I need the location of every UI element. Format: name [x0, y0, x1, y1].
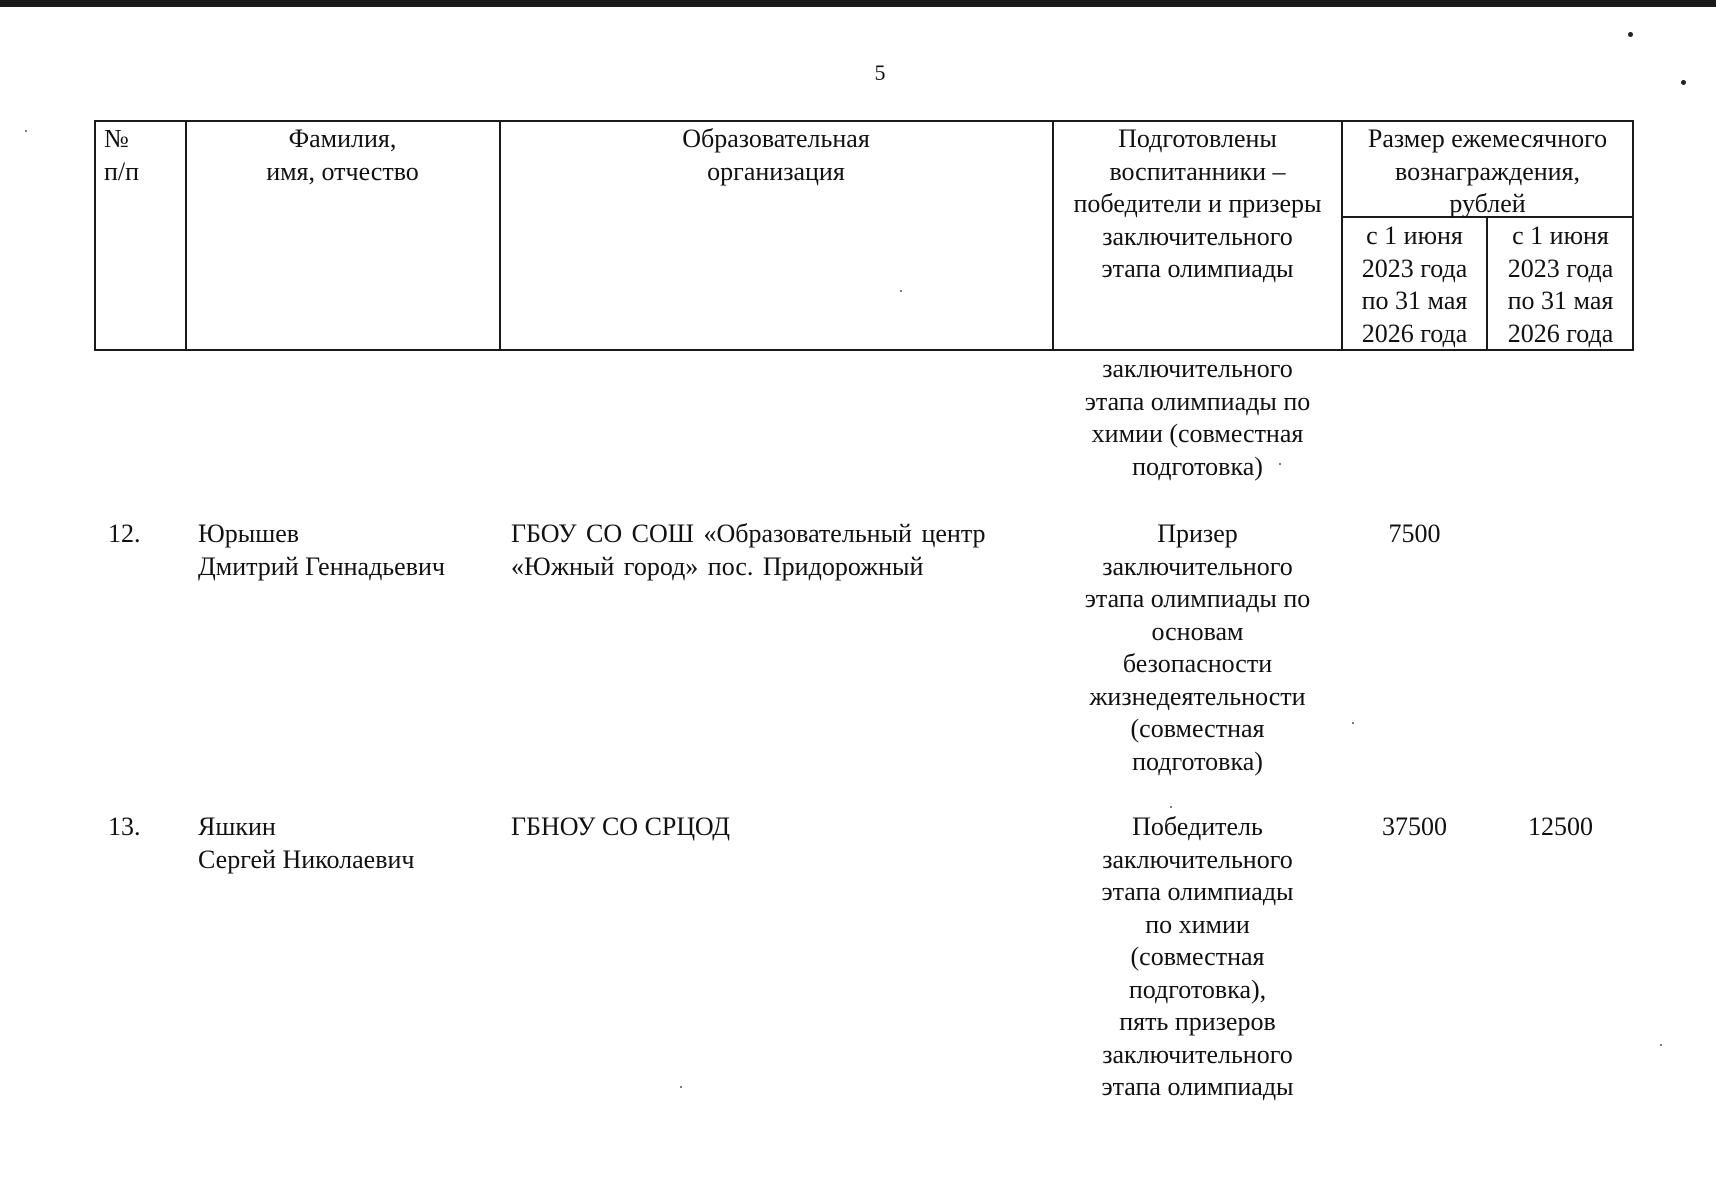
header-prepared: Подготовлены воспитанники – победители и призеры заключительного этапа олимпиады — [1073, 124, 1322, 283]
row-13-num: 13. — [108, 812, 141, 841]
scan-speck — [1628, 32, 1633, 37]
header-period-1: с 1 июня 2023 года по 31 мая 2026 года — [1361, 221, 1468, 348]
row-13-name: Яшкин Сергей Николаевич — [198, 812, 415, 874]
continuation-prepared-cell: заключительного этапа олимпиады по химии (совместная подготовка) — [1084, 354, 1311, 481]
row-13-reward-2: 12500 — [1528, 812, 1593, 841]
scan-speck — [1170, 806, 1172, 808]
table-left-border — [94, 120, 96, 351]
scan-speck — [900, 290, 902, 292]
row-12-num: 12. — [108, 519, 141, 548]
header-reward: Размер ежемесячного вознаграждения, рублей — [1367, 124, 1608, 218]
scan-speck — [1352, 722, 1354, 724]
scan-top-border — [0, 0, 1716, 7]
scan-speck — [1279, 463, 1281, 465]
row-13-prepared: Победитель заключительного этапа олимпиады по химии (совместная подготовка), пять призеров заключительного этапа олимпиады — [1101, 812, 1294, 1101]
table-top-border — [94, 120, 1634, 122]
scan-speck — [1660, 1044, 1662, 1046]
page-number: 5 — [874, 60, 886, 85]
row-13-org: ГБНОУ СО СРЦОД — [511, 812, 731, 841]
row-13-reward-1: 37500 — [1382, 812, 1447, 841]
header-num: № п/п — [104, 124, 140, 186]
scan-speck — [1681, 80, 1686, 85]
row-12-name: Юрышев Дмитрий Геннадьевич — [198, 519, 445, 581]
row-12-reward-1: 7500 — [1388, 519, 1441, 548]
scan-speck — [25, 130, 27, 132]
header-period-2: с 1 июня 2023 года по 31 мая 2026 года — [1507, 221, 1614, 348]
row-12-prepared: Призер заключительного этапа олимпиады по основам безопасности жизнедеятельности (совместная подготовка) — [1084, 519, 1311, 776]
header-name: Фамилия, имя, отчество — [266, 124, 419, 186]
header-org: Образовательная организация — [682, 124, 870, 186]
row-12-org: ГБОУ СО СОШ «Образовательный центр «Южный город» пос. Придорожный — [511, 519, 986, 581]
scan-speck — [680, 1086, 682, 1088]
